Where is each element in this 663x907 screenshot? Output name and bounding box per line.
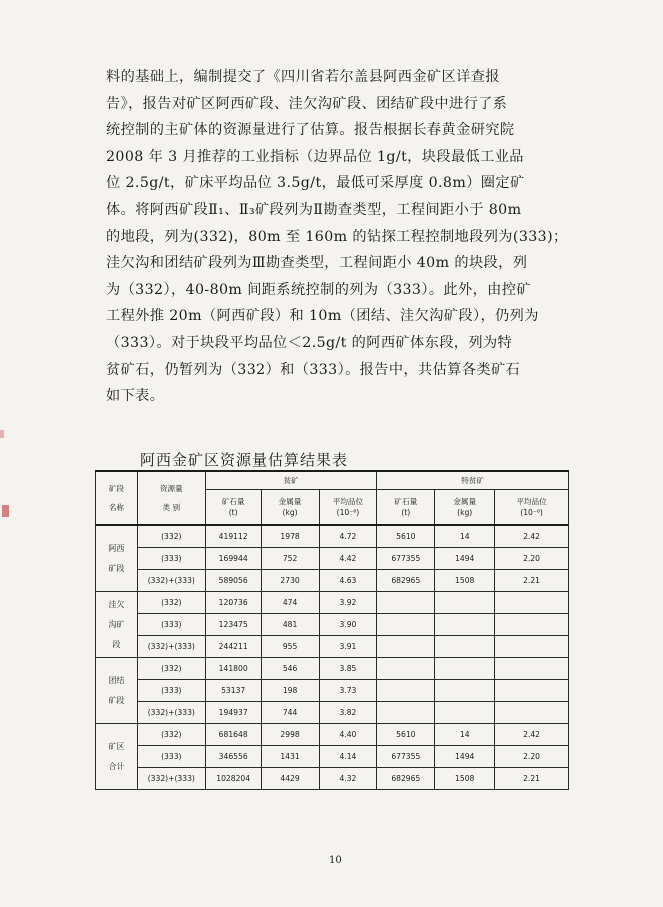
value-cell xyxy=(377,592,435,614)
header-poor-ore: 贫矿 xyxy=(205,471,377,490)
value-cell: 120736 xyxy=(205,592,261,614)
value-cell: 677355 xyxy=(377,548,435,570)
table-row xyxy=(96,768,569,790)
value-cell: 3.92 xyxy=(319,592,377,614)
table-row xyxy=(96,525,569,548)
value-cell: 4.32 xyxy=(319,768,377,790)
value-cell xyxy=(377,680,435,702)
value-cell: 3.90 xyxy=(319,614,377,636)
value-cell: 744 xyxy=(261,702,319,724)
header-avg-grade: 平均品位 (10⁻⁶) xyxy=(319,490,377,526)
value-cell: 194937 xyxy=(205,702,261,724)
header-avg-grade: 平均品位 (10⁻⁶) xyxy=(495,490,569,526)
red-stamp-mark xyxy=(2,505,9,517)
category-cell: (332) xyxy=(137,592,205,614)
table-row xyxy=(96,680,569,702)
body-line: 为（332），40-80m 间距系统控制的列为（333）。此外，由控矿 xyxy=(106,281,531,298)
table-row xyxy=(96,592,569,614)
section-name-cell: 矿区 合计 xyxy=(96,724,138,790)
category-cell: (333) xyxy=(137,614,205,636)
value-cell xyxy=(377,702,435,724)
body-line: 如下表。 xyxy=(106,388,165,405)
header-metal-amount: 金属量 (kg) xyxy=(261,490,319,526)
value-cell: 682965 xyxy=(377,570,435,592)
value-cell: 4.72 xyxy=(319,525,377,548)
value-cell: 141800 xyxy=(205,658,261,680)
header-ore-tonnage: 矿石量 (t) xyxy=(377,490,435,526)
header-extra-poor-ore: 特贫矿 xyxy=(377,471,569,490)
value-cell: 244211 xyxy=(205,636,261,658)
value-cell: 1494 xyxy=(435,548,495,570)
value-cell: 3.82 xyxy=(319,702,377,724)
section-name-cell: 阿西 矿段 xyxy=(96,525,138,592)
value-cell xyxy=(435,680,495,702)
value-cell xyxy=(435,614,495,636)
value-cell: 53137 xyxy=(205,680,261,702)
body-line: 的地段，列为(332)，80m 至 160m 的钻探工程控制地段列为(333)； xyxy=(106,228,568,245)
value-cell xyxy=(377,614,435,636)
value-cell: 346556 xyxy=(205,746,261,768)
value-cell: 3.91 xyxy=(319,636,377,658)
value-cell xyxy=(495,680,569,702)
value-cell: 681648 xyxy=(205,724,261,746)
table-row xyxy=(96,658,569,680)
value-cell: 2.42 xyxy=(495,525,569,548)
value-cell: 2998 xyxy=(261,724,319,746)
body-line: （333）。对于块段平均品位＜2.5g/t 的阿西矿体东段，列为特 xyxy=(106,334,513,351)
value-cell xyxy=(495,614,569,636)
table-row xyxy=(96,746,569,768)
value-cell: 3.85 xyxy=(319,658,377,680)
value-cell: 5610 xyxy=(377,525,435,548)
value-cell: 4.63 xyxy=(319,570,377,592)
page-number: 10 xyxy=(329,855,342,866)
value-cell: 4.42 xyxy=(319,548,377,570)
value-cell: 2730 xyxy=(261,570,319,592)
category-cell: (332)+(333) xyxy=(137,768,205,790)
value-cell: 589056 xyxy=(205,570,261,592)
resource-estimate-table xyxy=(95,470,569,790)
table-row xyxy=(96,570,569,592)
value-cell xyxy=(435,592,495,614)
value-cell: 2.20 xyxy=(495,548,569,570)
value-cell xyxy=(377,636,435,658)
value-cell: 169944 xyxy=(205,548,261,570)
section-name-cell: 团结 矿段 xyxy=(96,658,138,724)
category-cell: (333) xyxy=(137,680,205,702)
value-cell xyxy=(435,658,495,680)
value-cell: 546 xyxy=(261,658,319,680)
value-cell: 752 xyxy=(261,548,319,570)
header-section-name: 矿段 名称 xyxy=(96,471,138,525)
body-line: 告》，报告对矿区阿西矿段、洼欠沟矿段、团结矿段中进行了系 xyxy=(106,95,508,112)
category-cell: (332)+(333) xyxy=(137,570,205,592)
category-cell: (333) xyxy=(137,548,205,570)
value-cell: 1508 xyxy=(435,570,495,592)
body-line: 贫矿石，仍暂列为（332）和（333）。报告中，共估算各类矿石 xyxy=(106,361,521,378)
category-cell: (332) xyxy=(137,724,205,746)
category-cell: (332)+(333) xyxy=(137,702,205,724)
body-line: 洼欠沟和团结矿段列为Ⅲ勘查类型，工程间距小 40m 的块段，列 xyxy=(106,255,528,272)
value-cell: 14 xyxy=(435,525,495,548)
body-line: 统控制的主矿体的资源量进行了估算。报告根据长春黄金研究院 xyxy=(106,122,515,139)
table-row xyxy=(96,548,569,570)
value-cell: 474 xyxy=(261,592,319,614)
body-line: 料的基础上，编制提交了《四川省若尔盖县阿西金矿区详查报 xyxy=(106,69,500,85)
value-cell: 2.20 xyxy=(495,746,569,768)
body-line: 位 2.5g/t，矿床平均品位 3.5g/t，最低可采厚度 0.8m）圈定矿 xyxy=(106,175,525,192)
category-cell: (332)+(333) xyxy=(137,636,205,658)
value-cell: 419112 xyxy=(205,525,261,548)
value-cell: 198 xyxy=(261,680,319,702)
value-cell xyxy=(377,658,435,680)
value-cell: 2.21 xyxy=(495,768,569,790)
value-cell: 1508 xyxy=(435,768,495,790)
value-cell: 682965 xyxy=(377,768,435,790)
header-resource-category: 资源量 类 别 xyxy=(137,471,205,525)
value-cell: 2.21 xyxy=(495,570,569,592)
value-cell: 1028204 xyxy=(205,768,261,790)
category-cell: (333) xyxy=(137,746,205,768)
table-row xyxy=(96,614,569,636)
category-cell: (332) xyxy=(137,525,205,548)
value-cell xyxy=(495,702,569,724)
value-cell xyxy=(495,636,569,658)
value-cell: 677355 xyxy=(377,746,435,768)
value-cell xyxy=(435,636,495,658)
value-cell: 4429 xyxy=(261,768,319,790)
value-cell: 955 xyxy=(261,636,319,658)
value-cell xyxy=(435,702,495,724)
value-cell: 3.73 xyxy=(319,680,377,702)
body-line: 2008 年 3 月推荐的工业指标（边界品位 1g/t，块段最低工业品 xyxy=(106,148,524,165)
section-name-cell: 洼欠 沟矿 段 xyxy=(96,592,138,658)
table-row xyxy=(96,636,569,658)
table-row xyxy=(96,702,569,724)
category-cell: (332) xyxy=(137,658,205,680)
table-caption: 阿西金矿区资源量估算结果表 xyxy=(140,451,349,469)
value-cell: 1431 xyxy=(261,746,319,768)
red-stamp-mark xyxy=(0,430,4,438)
body-paragraph xyxy=(106,64,576,410)
value-cell: 1494 xyxy=(435,746,495,768)
value-cell: 4.14 xyxy=(319,746,377,768)
header-ore-tonnage: 矿石量 (t) xyxy=(205,490,261,526)
value-cell: 5610 xyxy=(377,724,435,746)
value-cell xyxy=(495,592,569,614)
value-cell: 14 xyxy=(435,724,495,746)
header-metal-amount: 金属量 (kg) xyxy=(435,490,495,526)
body-line: 工程外推 20m（阿西矿段）和 10m（团结、洼欠沟矿段），仍列为 xyxy=(106,308,539,325)
body-line: 体。将阿西矿段Ⅱ₁、Ⅱ₃矿段列为Ⅱ勘查类型，工程间距小于 80m xyxy=(106,201,522,218)
value-cell: 481 xyxy=(261,614,319,636)
value-cell: 123475 xyxy=(205,614,261,636)
value-cell: 2.42 xyxy=(495,724,569,746)
table-row xyxy=(96,724,569,746)
value-cell xyxy=(495,658,569,680)
value-cell: 4.40 xyxy=(319,724,377,746)
value-cell: 1978 xyxy=(261,525,319,548)
